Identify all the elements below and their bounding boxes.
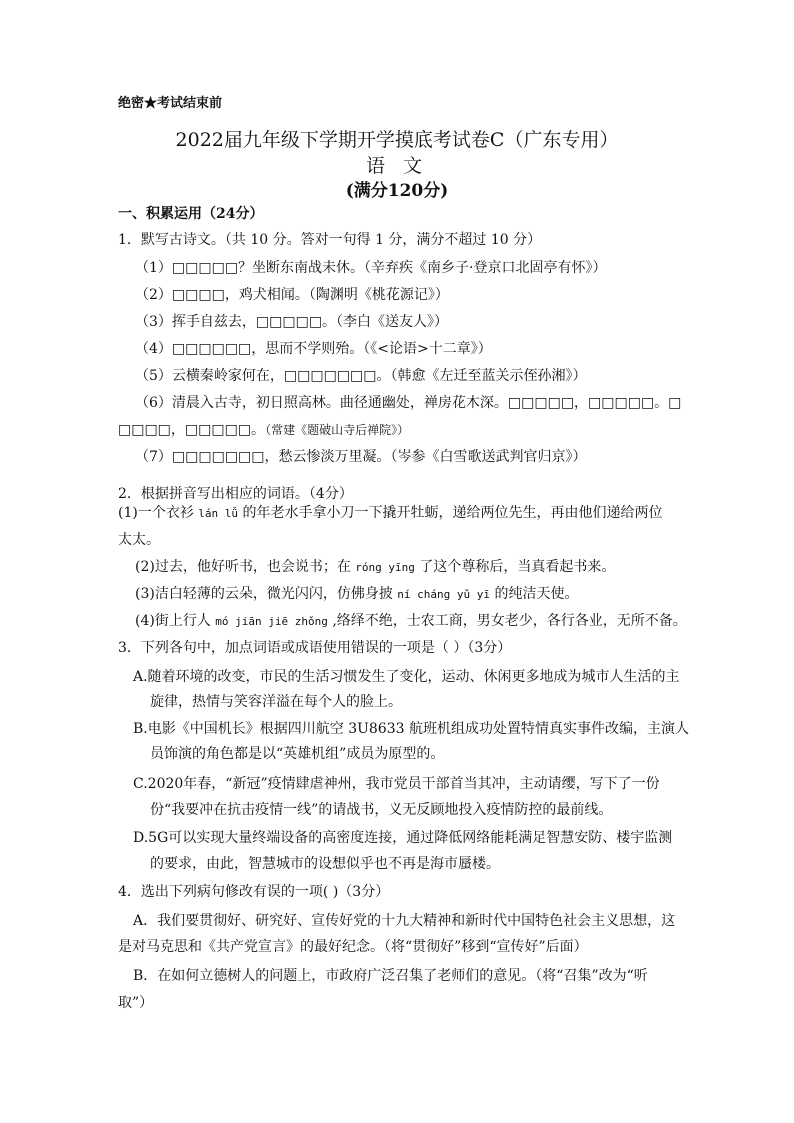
q3-option-c-cont: 份“我要冲在抗击疫情一线”的请战书，义无反顾地投入疫情防控的最前线。 [150, 802, 613, 818]
q3-option-d: D.5G可以实现大量终端设备的高密度连接，通过降低网络能耗满足智慧安防、楼宇监测 [133, 830, 673, 846]
pinyin-4: mó jiān jiē zhǒng [215, 615, 328, 628]
q1-item-6: （6）清晨入古寺，初日照高林。曲径通幽处，禅房花木深。□□□□□，□□□□□。□ [135, 395, 682, 411]
q1-item-6-source: （常建《题破山寺后禅院》） [265, 423, 410, 437]
q3-option-a: A.随着环境的改变，市民的生活习惯发生了变化，运动、休闲更多地成为城市人生活的主 [133, 669, 680, 685]
q3-option-a-cont: 旋律，热情与笑容洋溢在每个人的脸上。 [150, 694, 402, 710]
q2-line-3 [135, 584, 578, 605]
q4-option-b-cont: 取”） [118, 995, 154, 1011]
q1-item-1: （1）□□□□□？坐断东南战未休。（辛弃疾《南乡子·登京口北固亭有怀》） [135, 260, 607, 276]
q1-item-7: （7）□□□□□□□，愁云惨淡万里凝。（岑参《白雪歌送武判官归京》） [135, 449, 587, 465]
q2-line-2 [135, 557, 615, 578]
q2-line-4 [135, 611, 687, 632]
exam-title: 2022届九年级下学期开学摸底考试卷C（广东专用） [175, 129, 619, 151]
question-3-stem: 3．下列各句中，加点词语或成语使用错误的一项是（ ）（3分） [118, 640, 512, 656]
q3-option-c: C.2020年春，“新冠”疫情肆虐神州，我市党员干部首当其冲，主动请缨，写下了一份 [133, 776, 660, 792]
question-4-stem: 4．选出下列病句修改有误的一项( )（3分） [118, 884, 390, 900]
pinyin-1: lán lǚ [198, 507, 239, 520]
section-heading: 一、积累运用（24分） [118, 206, 264, 222]
q2-line-1-cont: 太太。 [118, 532, 160, 548]
subject-title: 语 文 [365, 155, 429, 177]
question-1-stem: 1．默写古诗文。（共 10 分。答对一句得 1 分，满分不超过 10 分） [118, 232, 542, 248]
q2-text: 的年老水手拿小刀一下撬开牡蛎，递给两位先生，再由他们递给两位 [242, 505, 663, 521]
q2-text: ,络绎不绝，士农工商，男女老少，各行各业，无所不备。 [332, 613, 687, 629]
q4-option-b: B．在如何立德树人的问题上，市政府广泛召集了老师们的意见。（将“召集”改为“听 [133, 968, 648, 984]
q3-option-d-cont: 的要求，由此，智慧城市的设想似乎也不再是海市蜃楼。 [150, 856, 500, 872]
q4-option-a-cont: 是对马克思和《共产党宣言》的最好纪念。（将“贯彻好”移到“宣传好”后面） [118, 939, 588, 955]
q2-text: (1)一个衣衫 [118, 505, 194, 521]
q1-item-5: （5）云横秦岭家何在，□□□□□□□。（韩愈《左迁至蓝关示侄孙湘》） [135, 368, 587, 384]
q1-item-2: （2）□□□□，鸡犬相闻。（陶渊明《桃花源记》） [135, 287, 449, 303]
q2-text: 了这个尊称后，当真看起书来。 [419, 559, 616, 575]
q3-option-b: B.电影《中国机长》根据四川航空 3U8633 航班机组成功处置特情真实事件改编，主演人 [133, 721, 689, 737]
q4-option-a: A．我们要贯彻好、研究好、宣传好党的十九大精神和新时代中国特色社会主义思想，这 [133, 913, 676, 929]
q1-item-6-continued [118, 420, 409, 440]
q1-item-3: （3）挥手自兹去，□□□□□。（李白《送友人》） [135, 314, 449, 330]
q3-option-b-cont: 员饰演的角色都是以“英雄机组”成员为原型的。 [150, 746, 445, 762]
q1-item-4: （4）□□□□□□，思而不学则殆。（《<论语>十二章》） [135, 341, 492, 357]
q2-text: (3)洁白轻薄的云朵，微光闪闪，仿佛身披 [135, 586, 393, 602]
q2-text: 的纯洁天使。 [494, 586, 579, 602]
q2-line-1 [118, 503, 663, 524]
q2-text: (4)街上行人 [135, 613, 211, 629]
confidential-label: 绝密★考试结束前 [118, 96, 223, 111]
full-score: (满分120分) [345, 181, 449, 201]
q2-text: (2)过去，他好听书，也会说书；在 [135, 559, 351, 575]
pinyin-3: ní cháng yǔ yī [397, 588, 491, 601]
question-2-stem: 2．根据拼音写出相应的词语。（4分） [118, 486, 353, 502]
q1-item-6-tail: □□□□，□□□□□。 [118, 422, 266, 438]
pinyin-2: róng yīng [355, 561, 415, 574]
